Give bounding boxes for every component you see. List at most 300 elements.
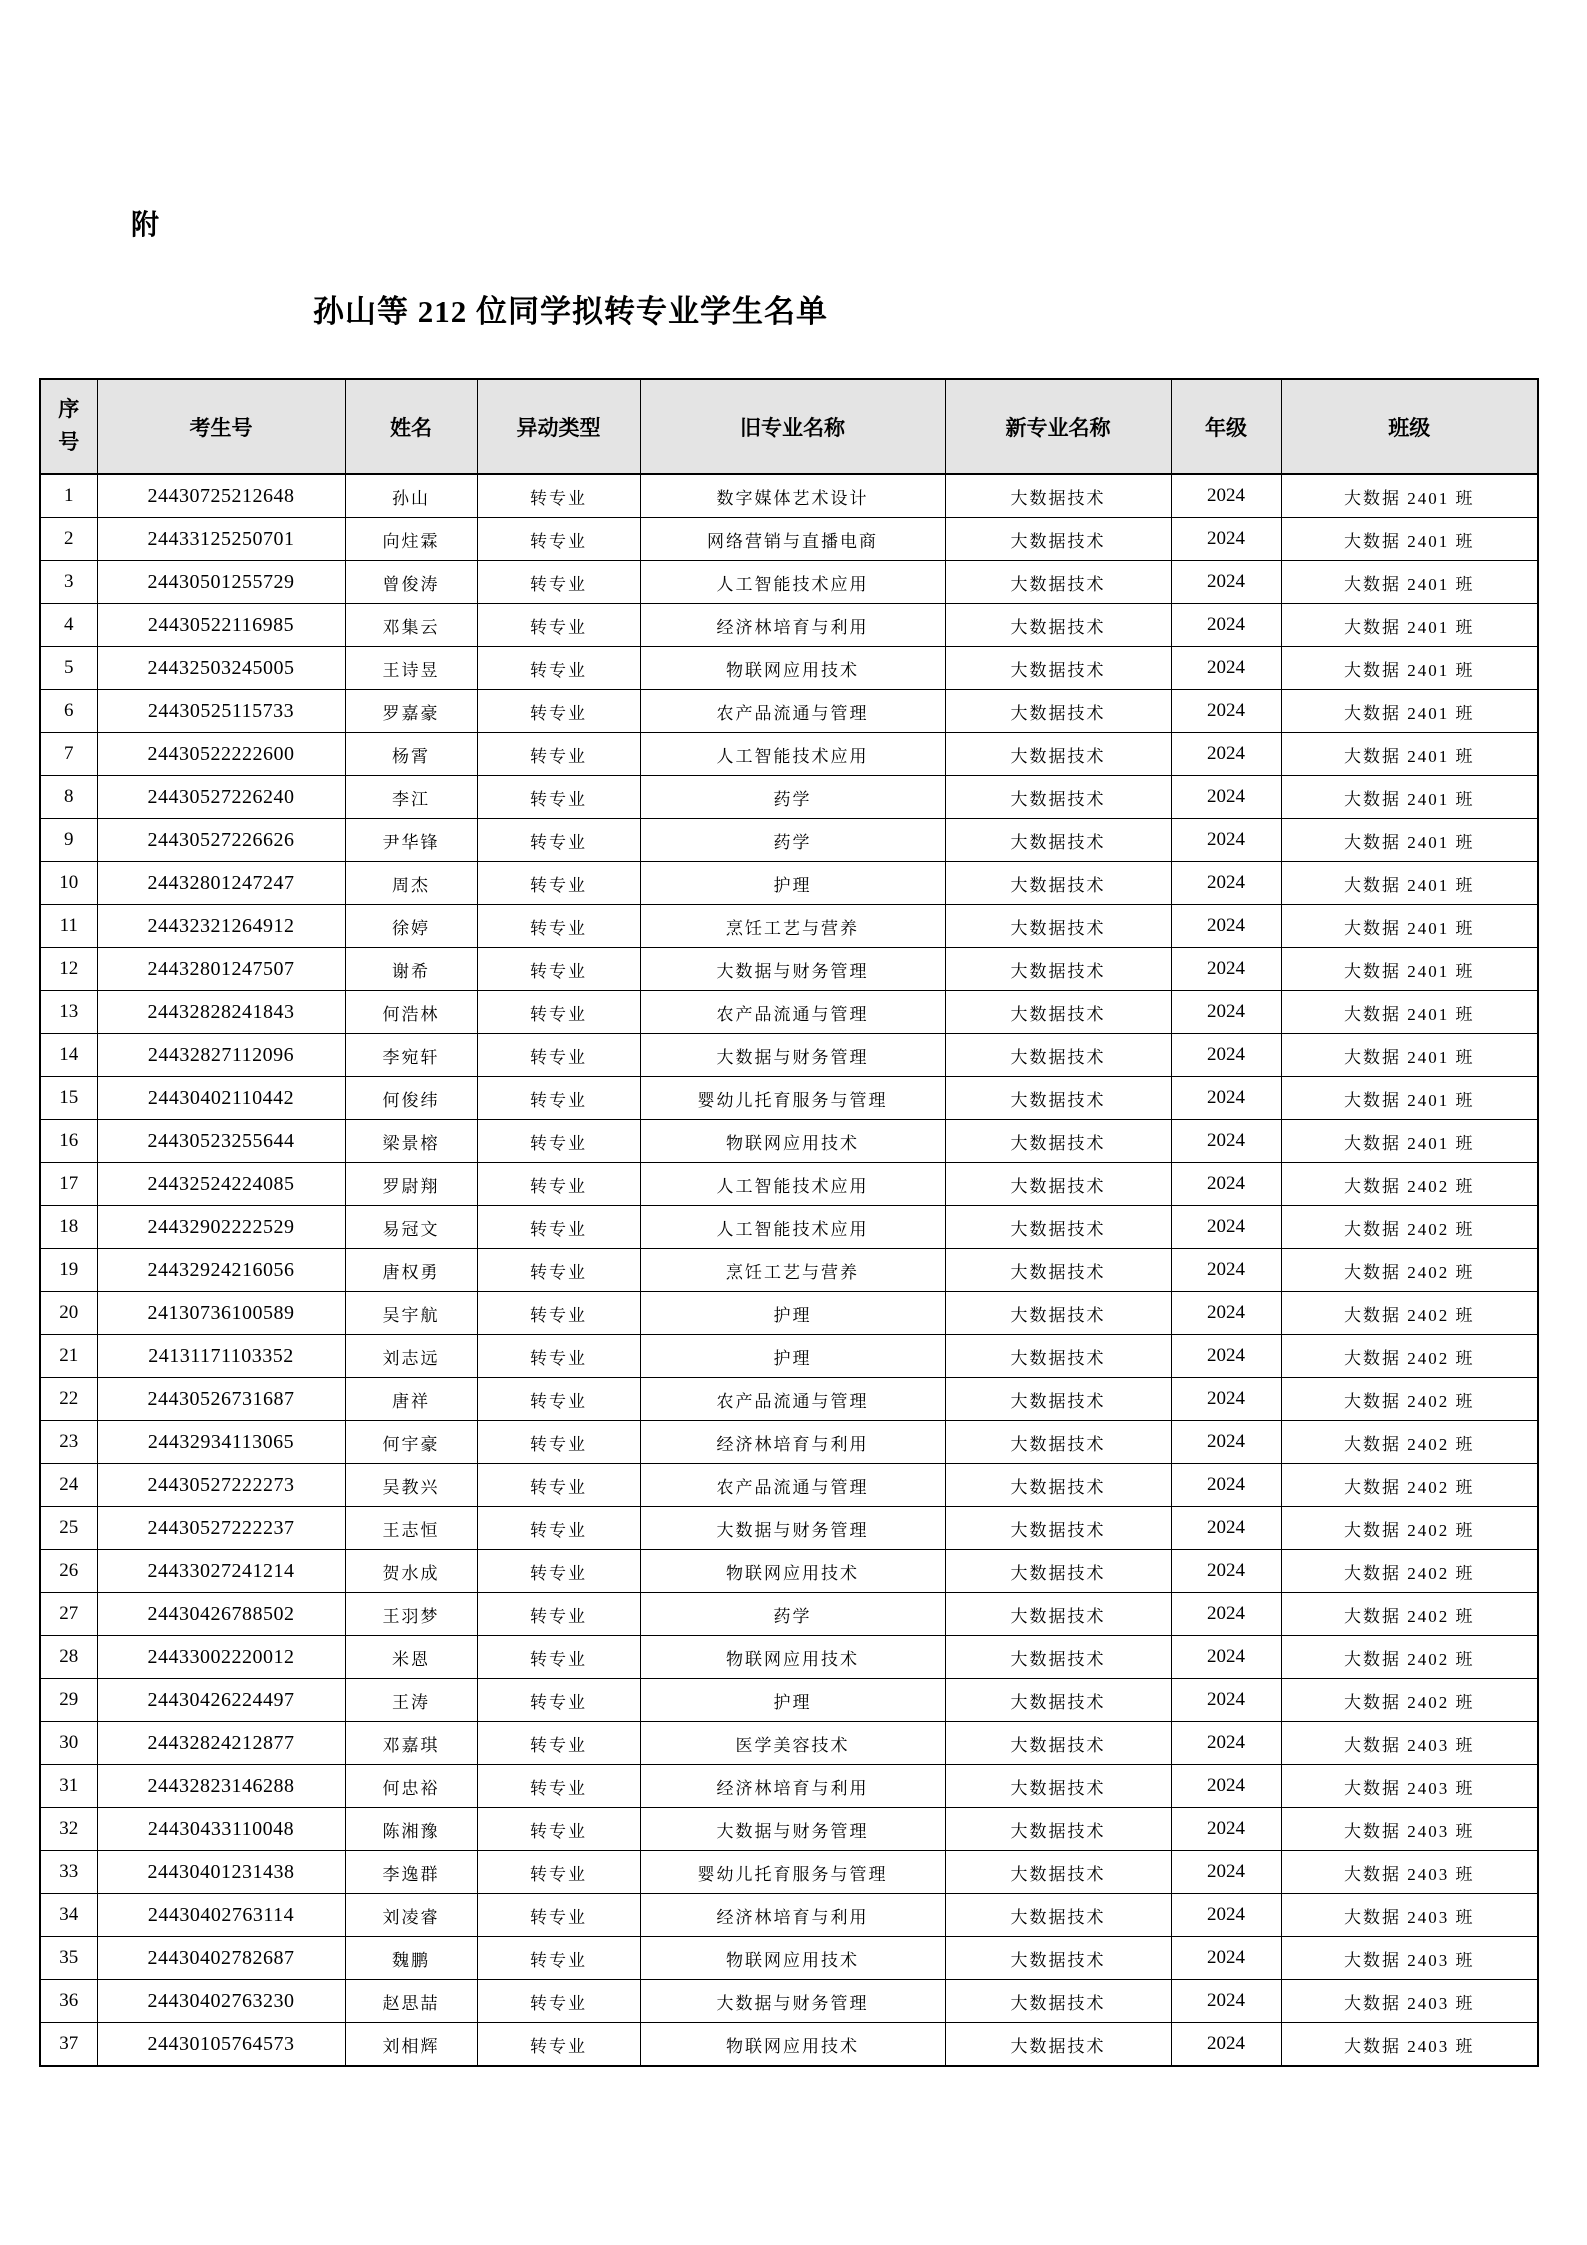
cell-old-major: 医学美容技术 [640,1722,945,1765]
cell-change-type: 转专业 [477,604,640,647]
cell-change-type: 转专业 [477,1464,640,1507]
header-name: 姓名 [345,379,477,474]
cell-grade: 2024 [1171,1679,1281,1722]
table-row [40,819,1538,862]
cell-index: 22 [40,1378,97,1421]
cell-candidate-no: 24430526731687 [97,1378,345,1421]
cell-change-type: 转专业 [477,561,640,604]
cell-old-major: 经济林培育与利用 [640,1421,945,1464]
cell-grade: 2024 [1171,1206,1281,1249]
cell-grade: 2024 [1171,733,1281,776]
cell-change-type: 转专业 [477,1679,640,1722]
cell-grade: 2024 [1171,1292,1281,1335]
cell-candidate-no: 24432902222529 [97,1206,345,1249]
cell-class: 大数据 2403 班 [1281,1980,1538,2023]
cell-name: 魏鹏 [345,1937,477,1980]
cell-class: 大数据 2401 班 [1281,1077,1538,1120]
cell-old-major: 物联网应用技术 [640,1550,945,1593]
table-row [40,1808,1538,1851]
cell-name: 陈湘豫 [345,1808,477,1851]
cell-new-major: 大数据技术 [945,474,1171,518]
cell-change-type: 转专业 [477,1249,640,1292]
cell-new-major: 大数据技术 [945,1593,1171,1636]
cell-grade: 2024 [1171,1765,1281,1808]
cell-grade: 2024 [1171,1120,1281,1163]
cell-name: 赵思喆 [345,1980,477,2023]
cell-class: 大数据 2403 班 [1281,1808,1538,1851]
cell-name: 向炷霖 [345,518,477,561]
cell-change-type: 转专业 [477,1378,640,1421]
cell-change-type: 转专业 [477,776,640,819]
cell-class: 大数据 2403 班 [1281,1722,1538,1765]
table-row [40,518,1538,561]
cell-name: 王羽梦 [345,1593,477,1636]
cell-old-major: 网络营销与直播电商 [640,518,945,561]
cell-index: 5 [40,647,97,690]
cell-grade: 2024 [1171,518,1281,561]
cell-name: 何俊纬 [345,1077,477,1120]
cell-class: 大数据 2403 班 [1281,1765,1538,1808]
cell-name: 李逸群 [345,1851,477,1894]
cell-class: 大数据 2402 班 [1281,1206,1538,1249]
cell-old-major: 护理 [640,862,945,905]
cell-candidate-no: 24430433110048 [97,1808,345,1851]
cell-class: 大数据 2402 班 [1281,1292,1538,1335]
table-row [40,1163,1538,1206]
cell-candidate-no: 24430523255644 [97,1120,345,1163]
cell-new-major: 大数据技术 [945,1077,1171,1120]
cell-old-major: 药学 [640,1593,945,1636]
cell-name: 王诗昱 [345,647,477,690]
cell-class: 大数据 2402 班 [1281,1464,1538,1507]
cell-old-major: 大数据与财务管理 [640,1980,945,2023]
cell-candidate-no: 24430402782687 [97,1937,345,1980]
cell-class: 大数据 2401 班 [1281,1034,1538,1077]
cell-name: 吴教兴 [345,1464,477,1507]
cell-grade: 2024 [1171,1808,1281,1851]
cell-new-major: 大数据技术 [945,1679,1171,1722]
cell-name: 罗尉翔 [345,1163,477,1206]
table-row [40,2023,1538,2067]
cell-candidate-no: 24430525115733 [97,690,345,733]
cell-change-type: 转专业 [477,1550,640,1593]
cell-old-major: 人工智能技术应用 [640,1206,945,1249]
cell-index: 27 [40,1593,97,1636]
table-row [40,1550,1538,1593]
cell-name: 曾俊涛 [345,561,477,604]
cell-name: 何宇豪 [345,1421,477,1464]
cell-new-major: 大数据技术 [945,518,1171,561]
cell-index: 13 [40,991,97,1034]
cell-index: 11 [40,905,97,948]
cell-new-major: 大数据技术 [945,1464,1171,1507]
table-row [40,1378,1538,1421]
cell-name: 吴宇航 [345,1292,477,1335]
cell-name: 易冠文 [345,1206,477,1249]
cell-name: 孙山 [345,474,477,518]
cell-grade: 2024 [1171,1550,1281,1593]
table-row [40,1249,1538,1292]
cell-grade: 2024 [1171,905,1281,948]
cell-new-major: 大数据技术 [945,1335,1171,1378]
cell-index: 29 [40,1679,97,1722]
cell-new-major: 大数据技术 [945,690,1171,733]
cell-name: 尹华锋 [345,819,477,862]
cell-grade: 2024 [1171,1421,1281,1464]
cell-grade: 2024 [1171,819,1281,862]
header-old-major: 旧专业名称 [640,379,945,474]
cell-class: 大数据 2401 班 [1281,862,1538,905]
table-row [40,561,1538,604]
cell-old-major: 物联网应用技术 [640,647,945,690]
cell-new-major: 大数据技术 [945,1636,1171,1679]
cell-old-major: 农产品流通与管理 [640,991,945,1034]
table-row [40,1120,1538,1163]
cell-name: 王志恒 [345,1507,477,1550]
cell-new-major: 大数据技术 [945,2023,1171,2067]
cell-change-type: 转专业 [477,1980,640,2023]
cell-candidate-no: 24430426224497 [97,1679,345,1722]
cell-class: 大数据 2402 班 [1281,1335,1538,1378]
cell-change-type: 转专业 [477,474,640,518]
cell-new-major: 大数据技术 [945,905,1171,948]
cell-grade: 2024 [1171,1077,1281,1120]
cell-candidate-no: 24430527222273 [97,1464,345,1507]
cell-change-type: 转专业 [477,905,640,948]
cell-index: 2 [40,518,97,561]
cell-candidate-no: 24432801247507 [97,948,345,991]
table-header [40,379,1538,474]
cell-grade: 2024 [1171,474,1281,518]
table-row [40,776,1538,819]
cell-class: 大数据 2402 班 [1281,1507,1538,1550]
cell-new-major: 大数据技术 [945,991,1171,1034]
cell-grade: 2024 [1171,2023,1281,2067]
cell-candidate-no: 24430402763230 [97,1980,345,2023]
cell-class: 大数据 2401 班 [1281,518,1538,561]
table-body [40,474,1538,2066]
table-row [40,1765,1538,1808]
cell-candidate-no: 24432827112096 [97,1034,345,1077]
cell-change-type: 转专业 [477,862,640,905]
cell-name: 杨霄 [345,733,477,776]
cell-old-major: 大数据与财务管理 [640,1507,945,1550]
cell-old-major: 大数据与财务管理 [640,948,945,991]
cell-new-major: 大数据技术 [945,1206,1171,1249]
cell-new-major: 大数据技术 [945,1507,1171,1550]
cell-old-major: 经济林培育与利用 [640,604,945,647]
cell-old-major: 大数据与财务管理 [640,1034,945,1077]
cell-class: 大数据 2401 班 [1281,474,1538,518]
cell-index: 37 [40,2023,97,2067]
cell-name: 米恩 [345,1636,477,1679]
cell-new-major: 大数据技术 [945,604,1171,647]
cell-old-major: 物联网应用技术 [640,1937,945,1980]
cell-change-type: 转专业 [477,1507,640,1550]
cell-index: 6 [40,690,97,733]
cell-candidate-no: 24430527226626 [97,819,345,862]
cell-name: 刘志远 [345,1335,477,1378]
page-title: 孙山等 212 位同学拟转专业学生名单 [313,294,828,329]
cell-index: 9 [40,819,97,862]
student-transfer-table [39,378,1539,2067]
cell-name: 唐权勇 [345,1249,477,1292]
cell-name: 刘凌睿 [345,1894,477,1937]
cell-index: 21 [40,1335,97,1378]
cell-old-major: 人工智能技术应用 [640,561,945,604]
cell-class: 大数据 2403 班 [1281,1851,1538,1894]
cell-class: 大数据 2401 班 [1281,819,1538,862]
cell-grade: 2024 [1171,776,1281,819]
cell-grade: 2024 [1171,1722,1281,1765]
table-row [40,948,1538,991]
cell-class: 大数据 2401 班 [1281,948,1538,991]
cell-index: 35 [40,1937,97,1980]
cell-index: 20 [40,1292,97,1335]
table-row [40,1507,1538,1550]
cell-name: 何浩林 [345,991,477,1034]
cell-change-type: 转专业 [477,1206,640,1249]
table-row [40,474,1538,518]
cell-candidate-no: 24432524224085 [97,1163,345,1206]
cell-old-major: 人工智能技术应用 [640,733,945,776]
cell-old-major: 大数据与财务管理 [640,1808,945,1851]
cell-candidate-no: 24130736100589 [97,1292,345,1335]
cell-index: 1 [40,474,97,518]
cell-index: 12 [40,948,97,991]
cell-name: 李宛轩 [345,1034,477,1077]
cell-index: 26 [40,1550,97,1593]
table-row [40,1937,1538,1980]
table-row [40,905,1538,948]
cell-class: 大数据 2402 班 [1281,1378,1538,1421]
cell-index: 31 [40,1765,97,1808]
cell-change-type: 转专业 [477,1765,640,1808]
cell-grade: 2024 [1171,862,1281,905]
table-row [40,647,1538,690]
cell-candidate-no: 24430522116985 [97,604,345,647]
cell-candidate-no: 24430402763114 [97,1894,345,1937]
cell-candidate-no: 24432828241843 [97,991,345,1034]
cell-grade: 2024 [1171,1034,1281,1077]
header-new-major: 新专业名称 [945,379,1171,474]
table-row [40,690,1538,733]
table-row [40,1335,1538,1378]
table-row [40,1722,1538,1765]
cell-candidate-no: 24430725212648 [97,474,345,518]
cell-candidate-no: 24433027241214 [97,1550,345,1593]
cell-old-major: 数字媒体艺术设计 [640,474,945,518]
cell-new-major: 大数据技术 [945,862,1171,905]
cell-index: 36 [40,1980,97,2023]
cell-index: 30 [40,1722,97,1765]
cell-class: 大数据 2402 班 [1281,1163,1538,1206]
table-row [40,991,1538,1034]
cell-index: 16 [40,1120,97,1163]
cell-new-major: 大数据技术 [945,1550,1171,1593]
cell-index: 34 [40,1894,97,1937]
cell-class: 大数据 2402 班 [1281,1421,1538,1464]
cell-name: 周杰 [345,862,477,905]
cell-class: 大数据 2401 班 [1281,647,1538,690]
cell-grade: 2024 [1171,1378,1281,1421]
cell-index: 24 [40,1464,97,1507]
cell-old-major: 护理 [640,1292,945,1335]
cell-name: 邓嘉琪 [345,1722,477,1765]
table-row [40,1034,1538,1077]
cell-candidate-no: 24432824212877 [97,1722,345,1765]
cell-class: 大数据 2401 班 [1281,776,1538,819]
cell-grade: 2024 [1171,1593,1281,1636]
table-row [40,1679,1538,1722]
cell-index: 32 [40,1808,97,1851]
table-row [40,1593,1538,1636]
cell-name: 贺水成 [345,1550,477,1593]
cell-change-type: 转专业 [477,2023,640,2067]
cell-index: 4 [40,604,97,647]
cell-grade: 2024 [1171,1636,1281,1679]
cell-new-major: 大数据技术 [945,1937,1171,1980]
table-row [40,1464,1538,1507]
cell-new-major: 大数据技术 [945,1163,1171,1206]
cell-index: 33 [40,1851,97,1894]
cell-class: 大数据 2401 班 [1281,1120,1538,1163]
table-row [40,1980,1538,2023]
cell-candidate-no: 24430501255729 [97,561,345,604]
cell-grade: 2024 [1171,1980,1281,2023]
cell-old-major: 婴幼儿托育服务与管理 [640,1851,945,1894]
cell-grade: 2024 [1171,991,1281,1034]
cell-name: 王涛 [345,1679,477,1722]
cell-change-type: 转专业 [477,647,640,690]
cell-class: 大数据 2401 班 [1281,905,1538,948]
cell-grade: 2024 [1171,604,1281,647]
cell-index: 28 [40,1636,97,1679]
table-row [40,604,1538,647]
cell-grade: 2024 [1171,1163,1281,1206]
cell-candidate-no: 24131171103352 [97,1335,345,1378]
table-row [40,1421,1538,1464]
cell-name: 罗嘉豪 [345,690,477,733]
cell-name: 谢希 [345,948,477,991]
cell-grade: 2024 [1171,948,1281,991]
cell-index: 8 [40,776,97,819]
table-row [40,1851,1538,1894]
cell-candidate-no: 24430527222237 [97,1507,345,1550]
cell-index: 3 [40,561,97,604]
header-class: 班级 [1281,379,1538,474]
cell-candidate-no: 24433125250701 [97,518,345,561]
cell-change-type: 转专业 [477,1593,640,1636]
cell-change-type: 转专业 [477,1335,640,1378]
cell-class: 大数据 2401 班 [1281,733,1538,776]
cell-class: 大数据 2403 班 [1281,1937,1538,1980]
cell-name: 梁景榕 [345,1120,477,1163]
cell-new-major: 大数据技术 [945,1722,1171,1765]
cell-old-major: 物联网应用技术 [640,1636,945,1679]
cell-grade: 2024 [1171,690,1281,733]
cell-change-type: 转专业 [477,1851,640,1894]
cell-class: 大数据 2402 班 [1281,1636,1538,1679]
header-grade: 年级 [1171,379,1281,474]
cell-candidate-no: 24430105764573 [97,2023,345,2067]
table-row [40,1077,1538,1120]
cell-candidate-no: 24430401231438 [97,1851,345,1894]
cell-candidate-no: 24430522222600 [97,733,345,776]
cell-index: 18 [40,1206,97,1249]
cell-old-major: 护理 [640,1679,945,1722]
cell-grade: 2024 [1171,647,1281,690]
cell-class: 大数据 2402 班 [1281,1249,1538,1292]
cell-new-major: 大数据技术 [945,561,1171,604]
table-row [40,1894,1538,1937]
cell-class: 大数据 2401 班 [1281,561,1538,604]
cell-index: 25 [40,1507,97,1550]
cell-class: 大数据 2402 班 [1281,1679,1538,1722]
header-change-type: 异动类型 [477,379,640,474]
cell-new-major: 大数据技术 [945,948,1171,991]
cell-new-major: 大数据技术 [945,1292,1171,1335]
cell-candidate-no: 24432503245005 [97,647,345,690]
cell-old-major: 烹饪工艺与营养 [640,1249,945,1292]
cell-change-type: 转专业 [477,948,640,991]
cell-new-major: 大数据技术 [945,1980,1171,2023]
cell-name: 邓集云 [345,604,477,647]
cell-candidate-no: 24430426788502 [97,1593,345,1636]
table-row [40,862,1538,905]
table-row [40,1206,1538,1249]
cell-candidate-no: 24432321264912 [97,905,345,948]
cell-grade: 2024 [1171,1937,1281,1980]
cell-name: 唐祥 [345,1378,477,1421]
cell-change-type: 转专业 [477,690,640,733]
cell-index: 23 [40,1421,97,1464]
cell-grade: 2024 [1171,1249,1281,1292]
cell-old-major: 农产品流通与管理 [640,1464,945,1507]
cell-candidate-no: 24432801247247 [97,862,345,905]
cell-name: 何忠裕 [345,1765,477,1808]
cell-old-major: 药学 [640,776,945,819]
cell-change-type: 转专业 [477,1808,640,1851]
cell-change-type: 转专业 [477,1163,640,1206]
cell-candidate-no: 24432823146288 [97,1765,345,1808]
cell-new-major: 大数据技术 [945,1808,1171,1851]
cell-class: 大数据 2402 班 [1281,1593,1538,1636]
cell-grade: 2024 [1171,1851,1281,1894]
cell-grade: 2024 [1171,1507,1281,1550]
cell-index: 14 [40,1034,97,1077]
cell-candidate-no: 24430402110442 [97,1077,345,1120]
table-row [40,733,1538,776]
cell-candidate-no: 24432924216056 [97,1249,345,1292]
table-header-row [40,379,1538,474]
cell-change-type: 转专业 [477,1421,640,1464]
cell-new-major: 大数据技术 [945,1034,1171,1077]
cell-change-type: 转专业 [477,1636,640,1679]
cell-class: 大数据 2403 班 [1281,2023,1538,2067]
cell-new-major: 大数据技术 [945,1894,1171,1937]
cell-old-major: 农产品流通与管理 [640,690,945,733]
cell-new-major: 大数据技术 [945,647,1171,690]
cell-class: 大数据 2401 班 [1281,991,1538,1034]
cell-grade: 2024 [1171,561,1281,604]
cell-change-type: 转专业 [477,1120,640,1163]
cell-new-major: 大数据技术 [945,1851,1171,1894]
cell-old-major: 护理 [640,1335,945,1378]
cell-name: 徐婷 [345,905,477,948]
header-index: 序号 [40,379,97,474]
cell-class: 大数据 2401 班 [1281,690,1538,733]
